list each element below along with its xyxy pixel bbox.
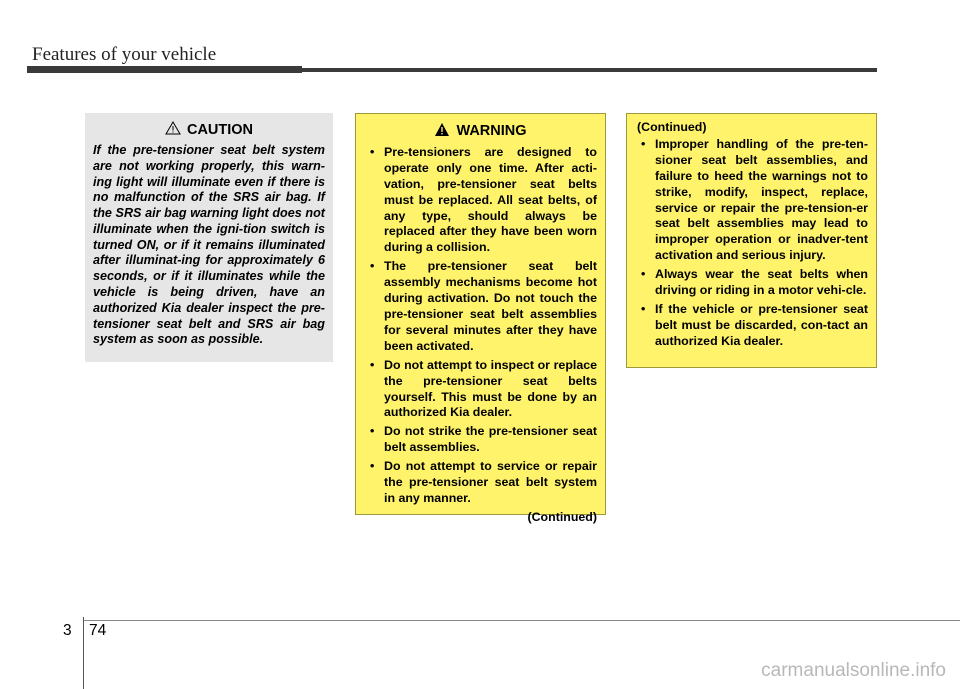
list-item: • Always wear the seat belts when driving or riding in a motor vehi-cle. [635,267,868,299]
continued-label: (Continued) [527,509,597,524]
warning-title: WARNING [456,123,527,139]
footer-rule [83,620,960,621]
warning-heading [364,122,597,142]
list-item: • If the vehicle or pre-tensioner seat belt must be discarded, con-tact an authorized Kia dealer. [635,302,868,350]
list-item: • Do not attempt to service or repair the pre-tensioner seat belt system in any manner. [364,459,597,507]
caution-triangle-icon [165,121,181,140]
list-item: • Pre-tensioners are designed to operate only one time. After acti-vation, pre-tensioner seat belts must be replaced. All seat belts, of any type, should always be replaced after they have been worn during a collision. [364,145,597,256]
footer-divider [83,617,84,689]
list-item: • Do not strike the pre-tensioner seat belt assemblies. [364,424,597,456]
list-item: • Do not attempt to inspect or replace the pre-tensioner seat belts yourself. This must be done by an authorized Kia dealer. [364,358,597,422]
page-header-title: Features of your vehicle [32,44,217,65]
warning-continued-box [626,113,877,368]
header-rule [27,68,877,72]
warning-list [364,145,597,507]
page-number: 74 [89,622,107,639]
continued-header: (Continued) [637,120,707,134]
caution-box [85,113,333,362]
watermark: carmanualsonline.info [761,660,946,681]
warning-continued-list [635,137,868,350]
caution-title: CAUTION [186,121,254,138]
chapter-number: 3 [63,622,72,639]
warning-triangle-icon [434,122,450,142]
caution-text: If the pre-tensioner seat belt system are not working properly, this warn-ing light will illuminate even if there is no malfunction of the SRS air bag. If the SRS air bag warning light does not illuminate when the igni-tion switch is turned ON, or if it remains illuminated after illuminat-ing for approximately 6 seconds, or if it illuminates while the vehicle is being driven, have an authorized Kia dealer inspect the pre-tensioner seat belt and SRS air bag system as soon as possible. [93,142,325,347]
warning-box [355,113,606,524]
list-item: • Improper handling of the pre-ten-sioner seat belt assemblies, and failure to heed the warnings not to strike, modify, inspect, replace, service or repair the pre-tension-er seat belt assemblies may lead to improper operation or inadver-tent activation and serious injury. [635,137,868,264]
list-item: • The pre-tensioner seat belt assembly mechanisms become hot during activation. Do not touch the pre-tensioner seat belt assemblies for several minutes after they have been activated. [364,259,597,354]
caution-heading [93,121,325,140]
